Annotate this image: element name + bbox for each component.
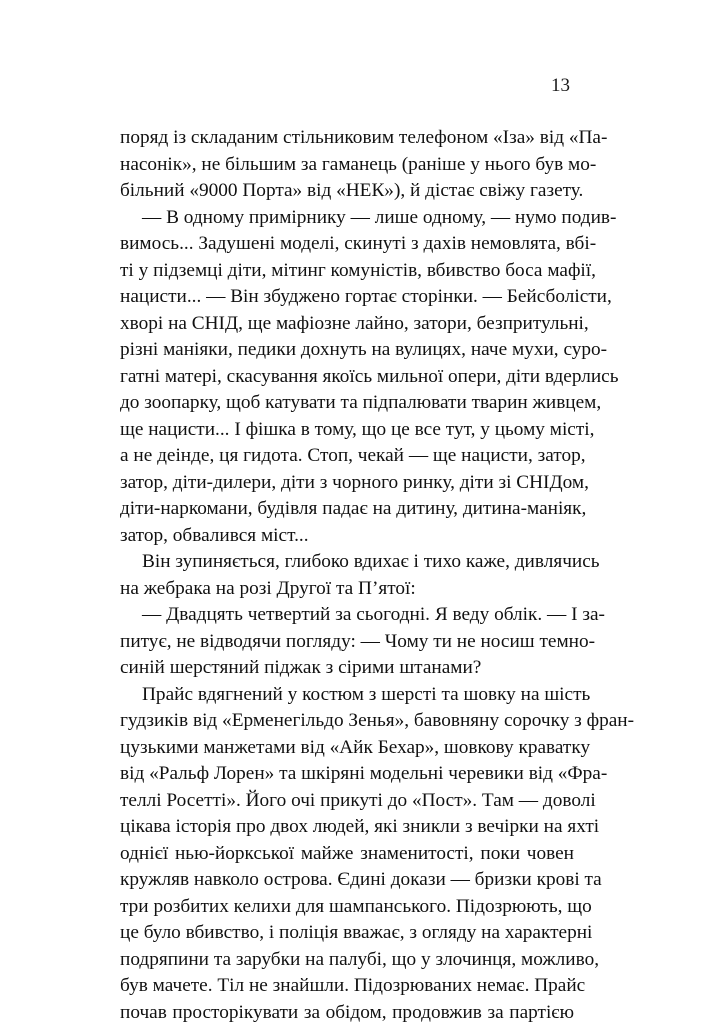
text-line: синій шерстяний піджак з сірими штанами? [120,655,574,682]
text-line: теллі Росетті». Його очі прикуті до «Пост». Там — доволі [120,788,574,815]
text-line: гатні матері, скасування якоїсь мильної опери, діти вдерлись [120,364,574,391]
text-line: три розбитих келихи для шампанського. Підозрюють, що [120,894,574,921]
text-line: від «Ральф Лорен» та шкіряні модельні черевики від «Фра- [120,761,574,788]
text-line: почав просторікувати за обідом, продовжив за партією [120,1000,574,1026]
text-line: більний «9000 Порта» від «НЕК»), й дістає свіжу газету. [120,178,574,205]
text-line: ті у підземці діти, мітинг комуністів, вбивство боса мафії, [120,258,574,285]
text-line: до зоопарку, щоб катувати та підпалювати тварин живцем, [120,390,574,417]
text-line: затор, діти-дилери, діти з чорного ринку, діти зі СНІДом, [120,470,574,497]
text-line: був мачете. Тіл не знайшли. Підозрюваних немає. Прайс [120,973,574,1000]
text-line: цікава історія про двох людей, які зникли з вечірки на яхті [120,814,574,841]
text-line: цузькими манжетами від «Айк Бехар», шовкову краватку [120,735,574,762]
text-line: однієї нью-йоркської майже знаменитості, поки човен [120,841,574,868]
text-line: гудзиків від «Ерменегільдо Зенья», бавовняну сорочку з фран- [120,708,574,735]
page-number: 13 [551,75,570,97]
text-line: на жебрака на розі Другої та П’ятої: [120,576,574,603]
text-line: а не деінде, ця гидота. Стоп, чекай — ще нацисти, затор, [120,443,574,470]
text-line: вимось... Задушені моделі, скинуті з дахів немовлята, вбі- [120,231,574,258]
text-line: ще нацисти... І фішка в тому, що це все тут, у цьому місті, [120,417,574,444]
text-line: поряд із складаним стільниковим телефоном «Іза» від «Па- [120,125,574,152]
body-text [120,125,574,1026]
text-line: насонік», не більшим за гаманець (раніше у нього був мо- [120,152,574,179]
text-line: кружляв навколо острова. Єдині докази — бризки крові та [120,867,574,894]
text-line: — В одному примірнику — лише одному, — нумо подив- [120,205,574,232]
text-line: це було вбивство, і поліція вважає, з огляду на характерні [120,920,574,947]
text-line: Прайс вдягнений у костюм з шерсті та шовку на шість [120,682,574,709]
text-line: Він зупиняється, глибоко вдихає і тихо каже, дивлячись [120,549,574,576]
text-line: подряпини та зарубки на палубі, що у злочинця, можливо, [120,947,574,974]
text-line: хворі на СНІД, ще мафіозне лайно, затори, безпритульні, [120,311,574,338]
text-line: — Двадцять четвертий за сьогодні. Я веду облік. — І за- [120,602,574,629]
text-line: затор, обвалився міст... [120,523,574,550]
text-line: нацисти... — Він збуджено гортає сторінки. — Бейсболісти, [120,284,574,311]
text-line: діти-наркомани, будівля падає на дитину, дитина-маніяк, [120,496,574,523]
text-line: питує, не відводячи погляду: — Чому ти не носиш темно- [120,629,574,656]
text-line: різні маніяки, педики дохнуть на вулицях, наче мухи, суро- [120,337,574,364]
